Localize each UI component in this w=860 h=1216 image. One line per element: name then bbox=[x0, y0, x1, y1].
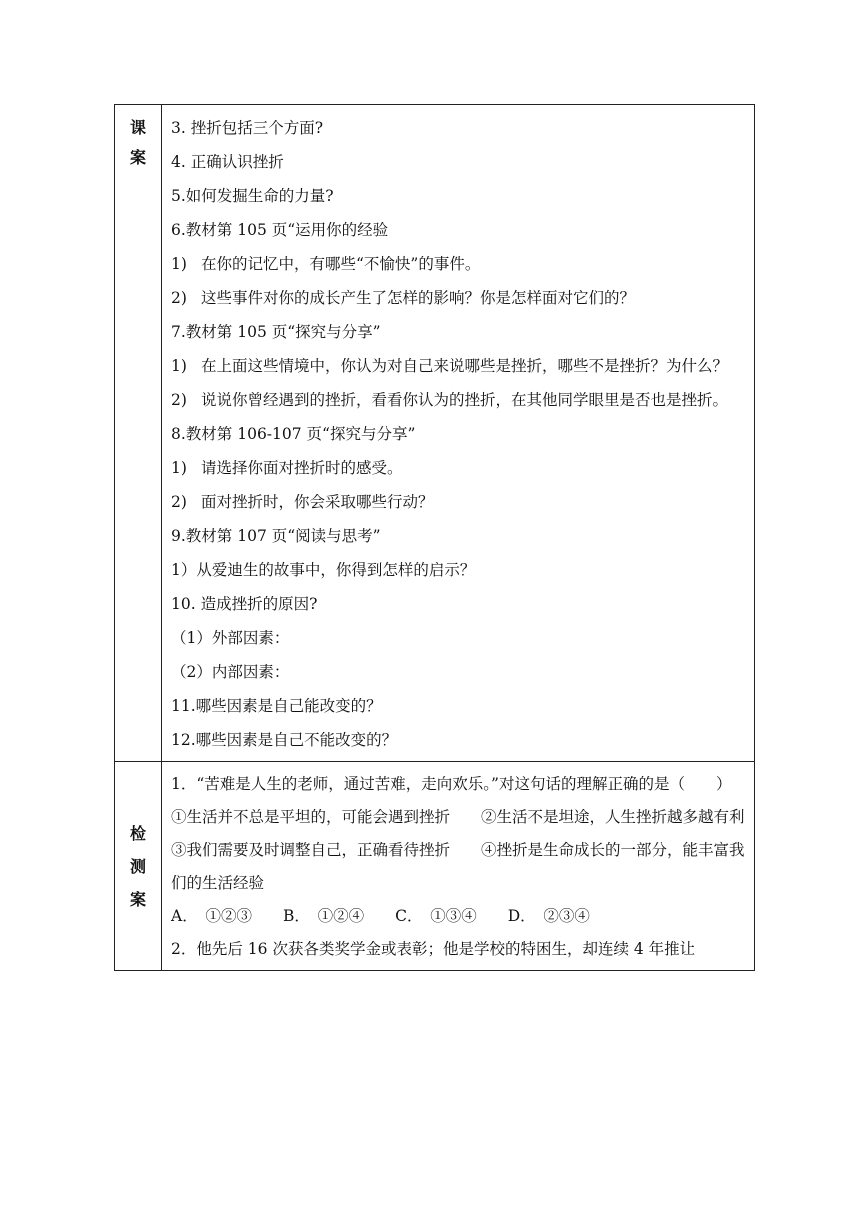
sub-question bbox=[171, 451, 748, 485]
sub-question-text: 这些事件对你的成长产生了怎样的影响？你是怎样面对它们的？ bbox=[201, 289, 636, 307]
sub-question bbox=[171, 485, 748, 519]
sub-question-text: 在你的记忆中，有哪些“不愉快”的事件。 bbox=[201, 255, 481, 273]
question-line: 9.教材第 107 页“阅读与思考” bbox=[171, 527, 381, 545]
question-line: 1）从爱迪生的故事中，你得到怎样的启示？ bbox=[171, 561, 476, 579]
sub-question-text: 在上面这些情境中，你认为对自己来说哪些是挫折，哪些不是挫折？为什么？ bbox=[201, 357, 729, 375]
question-line: 10. 造成挫折的原因? bbox=[171, 595, 318, 613]
test-label-char: 测 bbox=[129, 856, 146, 876]
test-answer-choices: A． ①②③ B． ①②④ C． ①③④ D． ②③④ bbox=[171, 907, 590, 925]
lesson-label-char: 课 bbox=[129, 118, 146, 137]
lesson-section-content bbox=[162, 105, 754, 761]
test-question-2: 2．他先后 16 次获各类奖学金或表彰；他是学校的特困生，却连续 4 年推让 bbox=[171, 940, 696, 958]
test-statement-pair: ①生活并不总是平坦的，可能会遇到挫折 ②生活不是坦途，人生挫折越多越有利 bbox=[171, 808, 745, 826]
sub-question-number: 2) bbox=[171, 289, 187, 307]
sub-question bbox=[171, 349, 748, 383]
sub-question-text: 说说你曾经遇到的挫折，看看你认为的挫折，在其他同学眼里是否也是挫折。 bbox=[201, 391, 729, 409]
question-line: （2）内部因素： bbox=[171, 663, 290, 681]
question-line: 7.教材第 105 页“探究与分享” bbox=[171, 323, 381, 341]
test-statement-pair: ③我们需要及时调整自己，正确看待挫折 ④挫折是生命成长的一部分，能丰富我们的生活经验 bbox=[171, 841, 745, 892]
sub-question-number: 1) bbox=[171, 255, 187, 273]
sub-question-number: 1) bbox=[171, 357, 187, 375]
lesson-table bbox=[114, 104, 755, 971]
question-line: 3. 挫折包括三个方面? bbox=[171, 119, 324, 137]
question-line: 5.如何发掘生命的力量? bbox=[171, 187, 334, 205]
sub-question bbox=[171, 383, 748, 417]
question-line: （1）外部因素： bbox=[171, 629, 290, 647]
test-label-char: 案 bbox=[129, 889, 146, 909]
question-line: 4. 正确认识挫折 bbox=[171, 153, 284, 171]
test-section-row bbox=[115, 761, 754, 970]
lesson-section-row bbox=[115, 105, 754, 761]
test-label-char: 检 bbox=[129, 823, 146, 843]
question-line: 8.教材第 106-107 页“探究与分享” bbox=[171, 425, 416, 443]
question-line: 6.教材第 105 页“运用你的经验 bbox=[171, 221, 389, 239]
sub-question-number: 2) bbox=[171, 493, 187, 511]
sub-question-text: 请选择你面对挫折时的感受。 bbox=[201, 459, 403, 477]
question-line: 12.哪些因素是自己不能改变的？ bbox=[171, 731, 398, 749]
sub-question-number: 2) bbox=[171, 391, 187, 409]
sub-question-number: 1) bbox=[171, 459, 187, 477]
lesson-section-label bbox=[115, 105, 162, 761]
question-line: 11.哪些因素是自己能改变的？ bbox=[171, 697, 382, 715]
sub-question bbox=[171, 281, 748, 315]
test-question-1: 1．“苦难是人生的老师，通过苦难，走向欢乐。”对这句话的理解正确的是（ ） bbox=[171, 775, 732, 793]
sub-question-text: 面对挫折时，你会采取哪些行动？ bbox=[201, 493, 434, 511]
lesson-label-char: 案 bbox=[129, 148, 146, 167]
sub-question bbox=[171, 247, 748, 281]
test-section-label bbox=[115, 762, 162, 970]
test-section-content bbox=[162, 762, 754, 970]
